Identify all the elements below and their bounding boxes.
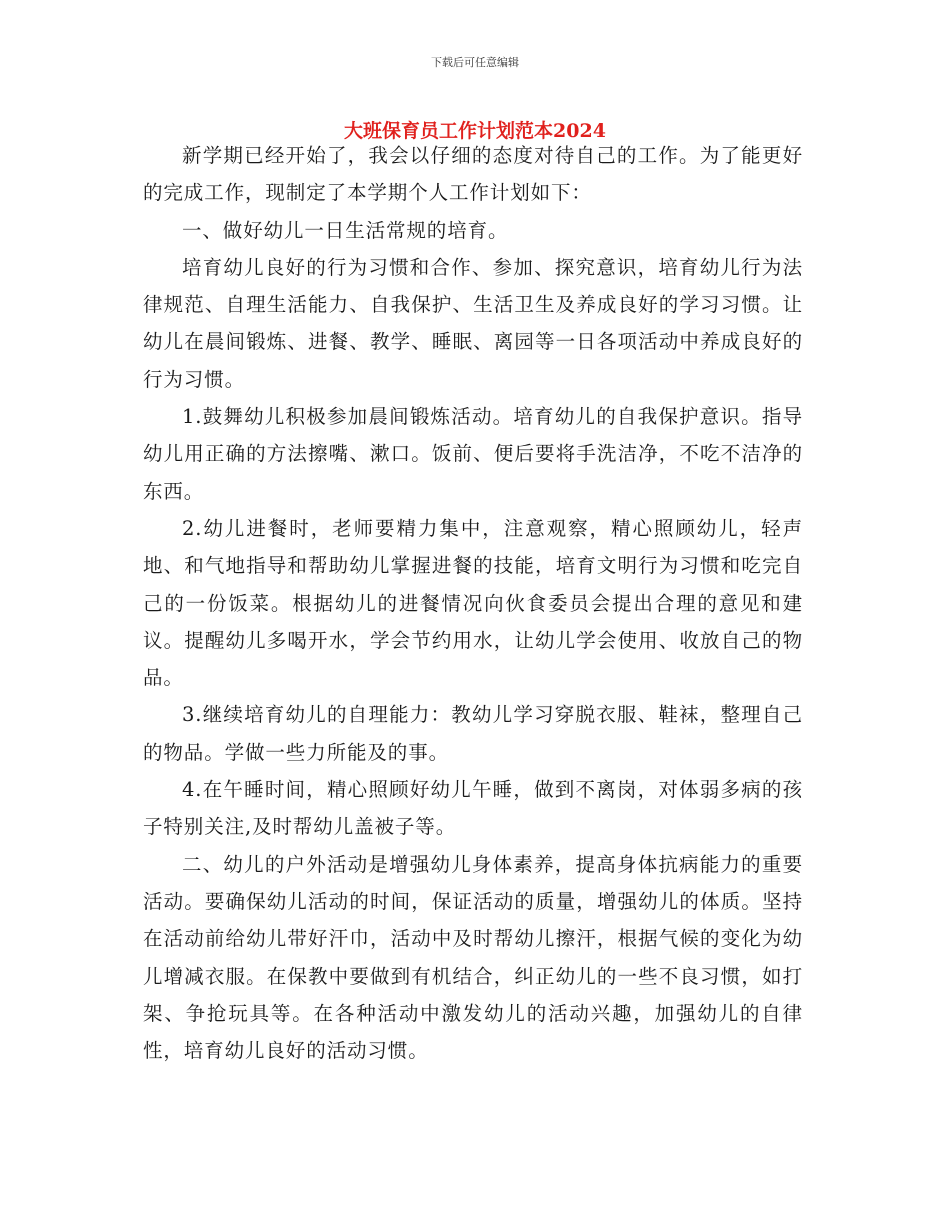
paragraph-item-1: 1.鼓舞幼儿积极参加晨间锻炼活动。培育幼儿的自我保护意识。指导幼儿用正确的方法擦嘴、漱口。饭前、便后要将手洗洁净，不吃不洁净的东西。 bbox=[143, 405, 803, 503]
paragraph-item-3: 3.继续培育幼儿的自理能力：教幼儿学习穿脱衣服、鞋袜，整理自己的物品。学做一些力所能及的事。 bbox=[143, 703, 803, 764]
document-title: 大班保育员工作计划范本2024 bbox=[344, 120, 606, 142]
header-note: 下载后可任意编辑 bbox=[431, 56, 519, 69]
paragraph-item-4: 4.在午睡时间，精心照顾好幼儿午睡，做到不离岗，对体弱多病的孩子特别关注,及时帮幼儿盖被子等。 bbox=[143, 778, 803, 839]
paragraph-section-1-body: 培育幼儿良好的行为习惯和合作、参加、探究意识，培育幼儿行为法律规范、自理生活能力、自我保护、生活卫生及养成良好的学习习惯。让幼儿在晨间锻炼、进餐、教学、睡眠、离园等一日各项活动中养成良好的行为习惯。 bbox=[143, 255, 803, 391]
paragraph-section-1-heading: 一、做好幼儿一日生活常规的培育。 bbox=[182, 218, 509, 242]
document-body bbox=[143, 137, 803, 1069]
paragraph-section-2: 二、幼儿的户外活动是增强幼儿身体素养，提高身体抗病能力的重要活动。要确保幼儿活动的时间，保证活动的质量，增强幼儿的体质。坚持在活动前给幼儿带好汗巾，活动中及时帮幼儿擦汗，根据气候的变化为幼儿增减衣服。在保教中要做到有机结合，纠正幼儿的一些不良习惯，如打架、争抢玩具等。在各种活动中激发幼儿的活动兴趣，加强幼儿的自律性，培育幼儿良好的活动习惯。 bbox=[143, 852, 803, 1063]
paragraph-intro: 新学期已经开始了，我会以仔细的态度对待自己的工作。为了能更好的完成工作，现制定了本学期个人工作计划如下： bbox=[143, 144, 803, 205]
paragraph-item-2: 2.幼儿进餐时，老师要精力集中，注意观察，精心照顾幼儿，轻声地、和气地指导和帮助幼儿掌握进餐的技能，培育文明行为习惯和吃完自己的一份饭菜。根据幼儿的进餐情况向伙食委员会提出合理的意见和建议。提醒幼儿多喝开水，学会节约用水，让幼儿学会使用、收放自己的物品。 bbox=[143, 516, 803, 690]
